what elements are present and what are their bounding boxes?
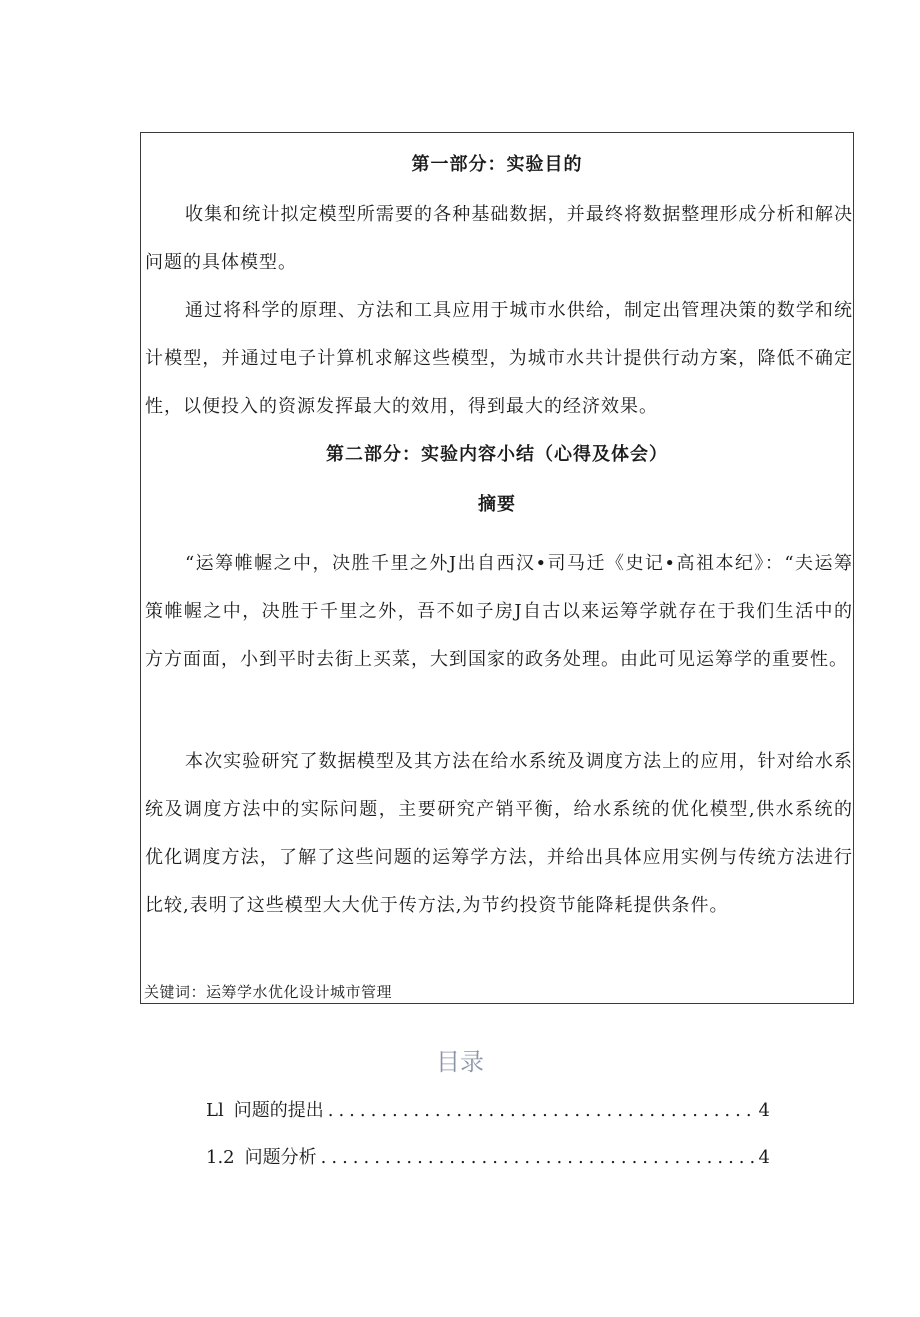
toc-entry[interactable] xyxy=(206,1143,770,1173)
abstract-paragraph-1: “运筹帷幄之中，决胜千里之外J出自西汉•司马迁《史记•高祖本纪》：“夫运筹策帷幄之中，决胜于千里之外，吾不如子房J自古以来运筹学就存在于我们生活中的方方面面，小到平时去街上买菜，大到国家的政务处理。由此可见运筹学的重要性。 xyxy=(145,553,853,670)
section1-paragraph-1: 收集和统计拟定模型所需要的各种基础数据，并最终将数据整理形成分析和解决问题的具体模型。 xyxy=(145,204,853,273)
report-table-frame xyxy=(140,132,854,1004)
toc-title: 目录 xyxy=(436,1048,484,1076)
toc-leader-dots xyxy=(321,1143,755,1173)
section2-heading: 第二部分：实验内容小结（心得及体会） xyxy=(326,444,668,465)
abstract-paragraph-2: 本次实验研究了数据模型及其方法在给水系统及调度方法上的应用，针对给水系统及调度方法中的实际问题，主要研究产销平衡，给水系统的优化模型,供水系统的优化调度方法，了解了这些问题的运筹学方法，并给出具体应用实例与传统方法进行比较,表明了这些模型大大优于传方法,为节约投资节能降耗提供条件。 xyxy=(145,751,853,916)
toc-entry-number: 1.2 xyxy=(206,1147,235,1168)
toc-leader-dots xyxy=(328,1096,755,1126)
section1-paragraph-2: 通过将科学的原理、方法和工具应用于城市水供给，制定出管理决策的数学和统计模型，并通过电子计算机求解这些模型，为城市水共计提供行动方案，降低不确定性，以便投入的资源发挥最大的效用，得到最大的经济效果。 xyxy=(145,300,853,417)
toc-entry[interactable] xyxy=(206,1096,770,1126)
section1-heading: 第一部分：实验目的 xyxy=(411,154,583,175)
keywords-line: 关键词：运筹学水优化设计城市管理 xyxy=(144,983,393,1001)
toc-entry-number: Ll xyxy=(206,1100,224,1121)
abstract-title: 摘要 xyxy=(478,494,516,515)
toc-entry-page: 4 xyxy=(758,1147,770,1168)
toc-entry-label: 问题分析 xyxy=(244,1147,317,1168)
toc-entry-page: 4 xyxy=(758,1100,770,1121)
toc-entry-label: 问题的提出 xyxy=(233,1100,324,1121)
